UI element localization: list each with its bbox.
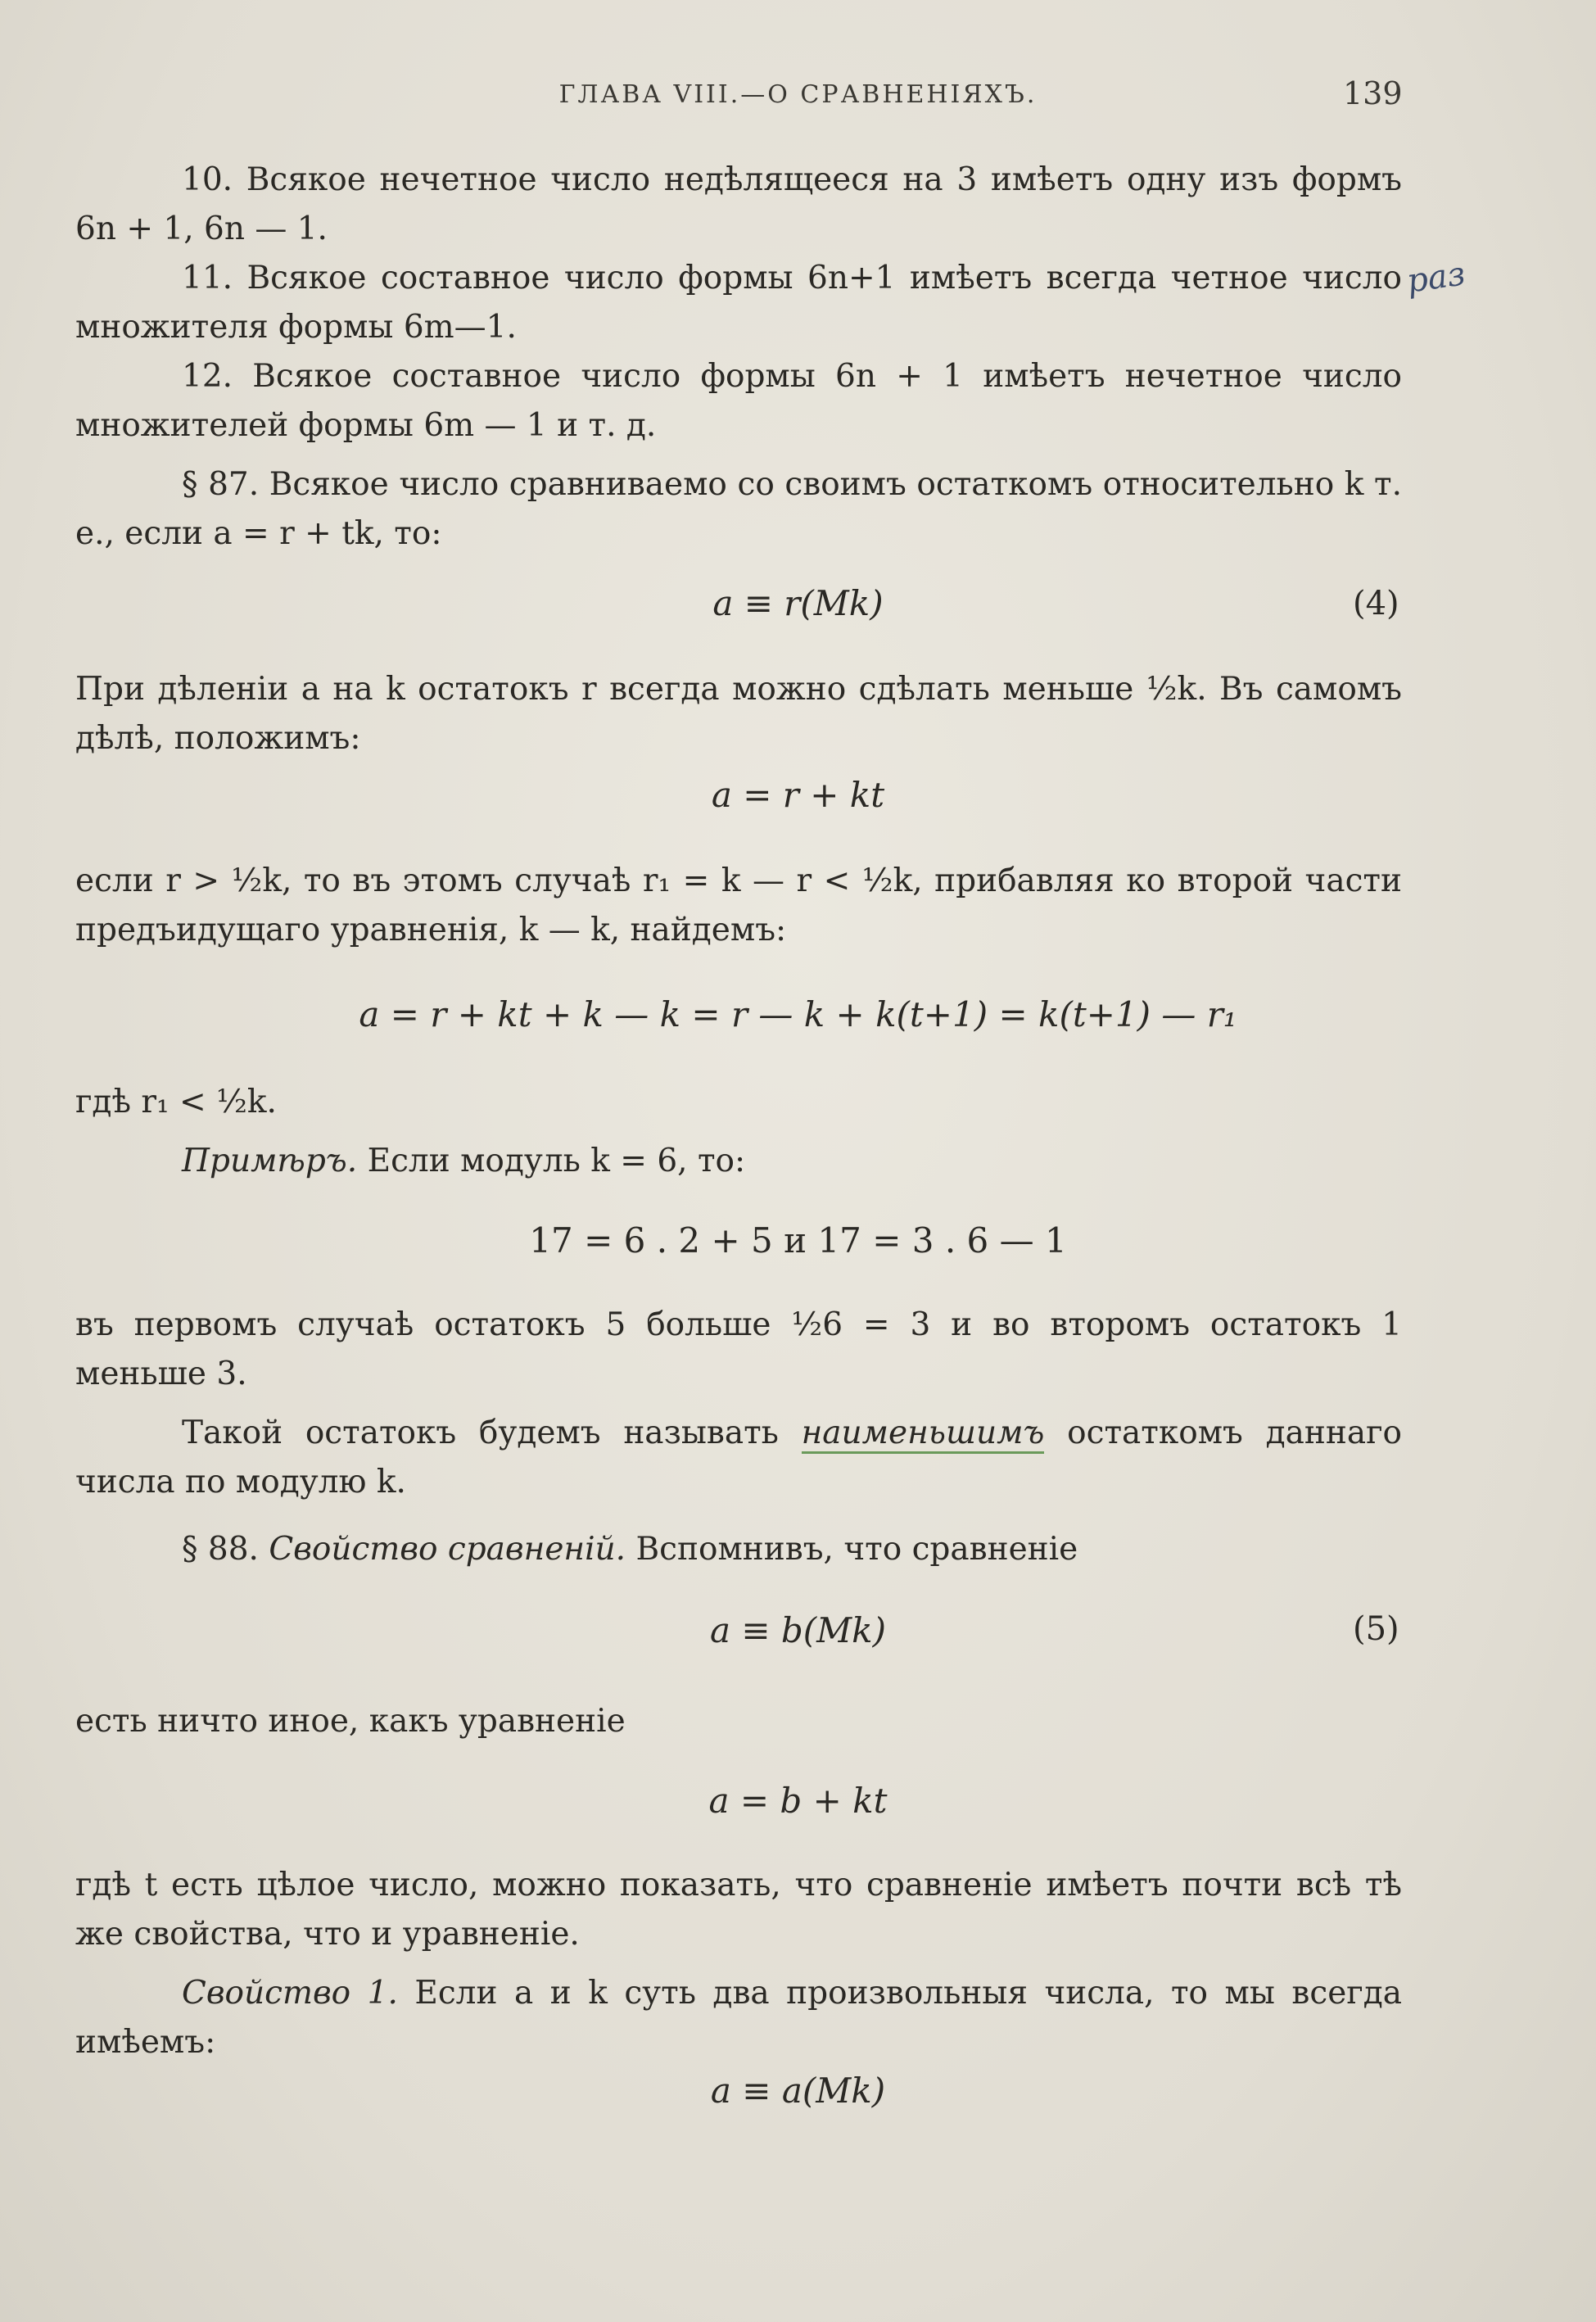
section-88-text: Вспомнивъ, что сравненіе	[626, 1531, 1078, 1568]
equation-a-b-kt: a = b + kt	[708, 1781, 888, 1821]
property-1-label: Свойство 1.	[182, 1975, 398, 2012]
section-88-number: § 88.	[182, 1531, 269, 1568]
paragraph-division: При дѣленіи a на k остатокъ r всегда можно сдѣлать меньше ½k. Въ самомъ дѣлѣ, положимъ:	[75, 671, 1402, 757]
equation-a-r-kt: a = r + kt	[711, 775, 885, 815]
property-1-text: Если a и k суть два произвольныя числа, то мы всегда имѣемъ:	[75, 1975, 1402, 2061]
running-header: ГЛАВА VIII.—О СРАВНЕНІЯХЪ.	[558, 80, 1038, 109]
paragraph-if: если r > ½k, то въ этомъ случаѣ r₁ = k — r < ½k, прибавляя ко второй части предъидущаго уравненія, k — k, найдемъ:	[75, 862, 1402, 948]
page-number: 139	[1343, 75, 1403, 111]
underlined-word: наименьшимъ	[802, 1414, 1045, 1454]
handwritten-margin-note: раз	[1404, 255, 1468, 301]
equation-4: a ≡ r(Mk)	[712, 583, 884, 623]
text-after: остаткомъ даннаго числа по модулю k.	[75, 1414, 1402, 1500]
equation-5: a ≡ b(Mk)	[709, 1610, 887, 1650]
paragraph-example	[75, 1137, 1402, 1186]
equation-example: 17 = 6 . 2 + 5 и 17 = 3 . 6 — 1	[529, 1220, 1067, 1261]
equation-long: a = r + kt + k — k = r — k + k(t+1) = k(t+1) — r₁	[359, 994, 1237, 1034]
example-text: Если модуль k = 6, то:	[367, 1143, 746, 1179]
paragraph-nothing-else: есть ничто иное, какъ уравненіе	[75, 1703, 626, 1740]
equation-4-label: (4)	[1353, 585, 1399, 622]
paragraph-where: гдѣ r₁ < ½k.	[75, 1084, 277, 1120]
property-1	[75, 1969, 1402, 2067]
paragraph-smallest-remainder	[75, 1409, 1402, 1507]
equation-a-a: a ≡ a(Mk)	[710, 2071, 886, 2111]
paragraph-11: 11. Всякое составное число формы 6n+1 имѣетъ всегда четное число множителя формы 6m—1.	[75, 260, 1402, 346]
section-88	[75, 1525, 1402, 1574]
paragraph-10: 10. Всякое нечетное число недѣлящееся на 3 имѣетъ одну изъ формъ 6n + 1, 6n — 1.	[75, 161, 1402, 247]
example-label: Примѣръ.	[182, 1143, 358, 1179]
text-before: Такой остатокъ будемъ называть	[182, 1414, 802, 1451]
section-88-title: Свойство сравненій.	[269, 1531, 626, 1568]
section-87: § 87. Всякое число сравниваемо со своимъ остаткомъ относительно k т. е., если a = r + tk, то:	[75, 466, 1402, 552]
equation-5-label: (5)	[1353, 1610, 1399, 1648]
paragraph-12: 12. Всякое составное число формы 6n + 1 имѣетъ нечетное число множителей формы 6m — 1 и т. д.	[75, 358, 1402, 444]
paragraph-t-integer: гдѣ t есть цѣлое число, можно показать, что сравненіе имѣетъ почти всѣ тѣ же свойства, что и уравненіе.	[75, 1867, 1402, 1953]
paragraph-first-case: въ первомъ случаѣ остатокъ 5 больше ½6 = 3 и во второмъ остатокъ 1 меньше 3.	[75, 1306, 1402, 1392]
